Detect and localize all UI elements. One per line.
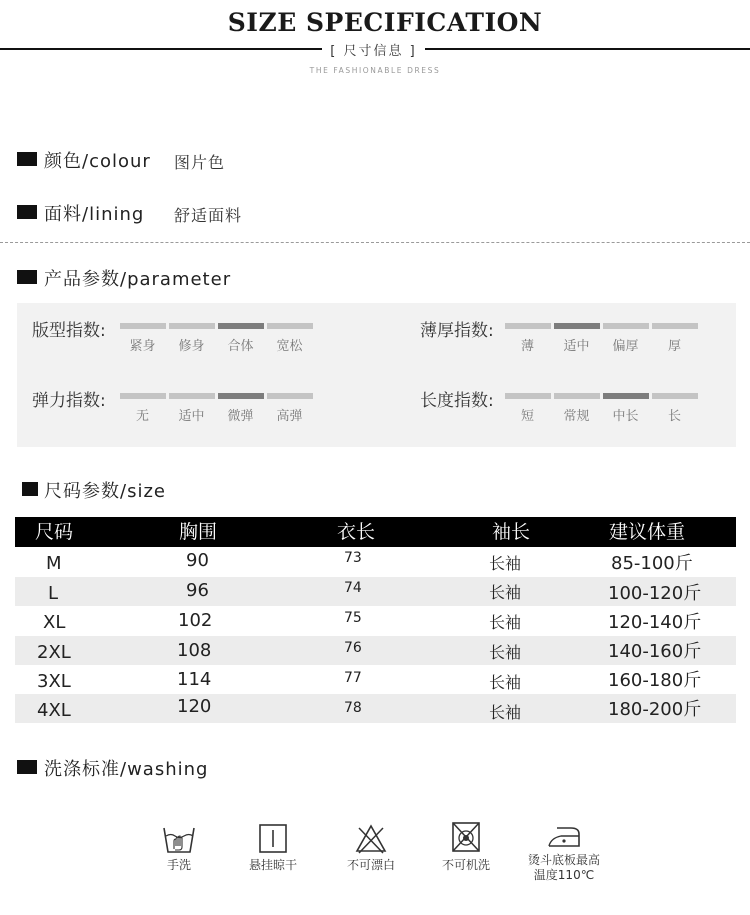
scale-bar [169, 393, 215, 399]
bullet-square-icon [17, 205, 37, 219]
scale-bar [267, 323, 313, 329]
cell-chest: 90 [186, 550, 209, 571]
page-subtitle: [ 尺寸信息 ] [330, 44, 417, 59]
cell-length: 75 [344, 610, 362, 626]
iron-label-line1: 烫斗底板最高 [527, 853, 600, 867]
header-length: 衣长 [337, 521, 376, 543]
no-bleach-label: 不可漂白 [346, 858, 395, 872]
thickness-index-label: 薄厚指数: [420, 321, 494, 341]
scale-option [552, 393, 601, 424]
iron-label-line2: 温度110℃ [533, 868, 595, 882]
elasticity-index-label: 弹力指数: [32, 391, 106, 411]
section-divider [0, 242, 750, 243]
scale-option-label: 无 [135, 409, 149, 424]
scale-bar [505, 393, 551, 399]
scale-option [216, 393, 265, 424]
scale-option-label: 适中 [178, 409, 205, 424]
cell-chest: 108 [177, 640, 212, 661]
scale-option [167, 323, 216, 354]
no-bleach-icon [352, 822, 390, 856]
cell-weight: 120-140斤 [608, 612, 702, 633]
scale-option-label: 宽松 [276, 339, 303, 354]
scale-bar [652, 323, 698, 329]
cell-weight: 160-180斤 [608, 670, 702, 691]
fit-index-scale [118, 323, 314, 354]
length-index-label: 长度指数: [420, 391, 494, 411]
hand-wash-label: 手洗 [166, 858, 191, 872]
washing-label: 洗涤标准/washing [44, 759, 209, 780]
scale-bar [603, 323, 649, 329]
size-table-header [15, 517, 736, 547]
scale-option [118, 393, 167, 424]
iron-icon [545, 820, 583, 854]
fit-index-label: 版型指数: [32, 321, 106, 341]
scale-option-label: 修身 [178, 339, 205, 354]
hand-wash-icon [160, 822, 198, 856]
scale-option-label: 中长 [612, 409, 639, 424]
hang-dry-icon [254, 822, 292, 856]
iron-label [518, 853, 610, 883]
cell-length: 73 [344, 550, 362, 566]
cell-length: 78 [344, 700, 362, 716]
cell-size: 4XL [37, 700, 71, 721]
cell-weight: 140-160斤 [608, 641, 702, 662]
scale-bar [267, 393, 313, 399]
scale-option-label: 合体 [227, 339, 254, 354]
cell-size: L [48, 583, 59, 604]
thickness-index-scale [503, 323, 699, 354]
scale-option-label: 厚 [667, 339, 681, 354]
header-rule-right [425, 48, 750, 50]
scale-bar [120, 323, 166, 329]
scale-bar-selected [218, 393, 264, 399]
cell-chest: 102 [178, 610, 213, 631]
scale-bar-selected [554, 323, 600, 329]
color-label: 颜色/colour [44, 151, 151, 172]
size-label: 尺码参数/size [44, 481, 166, 502]
header-rule-left [0, 48, 322, 50]
scale-bar [505, 323, 551, 329]
scale-option [503, 323, 552, 354]
scale-option [118, 323, 167, 354]
scale-option [167, 393, 216, 424]
cell-weight: 100-120斤 [608, 583, 702, 604]
scale-option-label: 高弹 [276, 409, 303, 424]
scale-option-label: 薄 [520, 339, 534, 354]
scale-option [216, 323, 265, 354]
cell-chest: 114 [177, 669, 212, 690]
scale-bar [554, 393, 600, 399]
cell-length: 74 [344, 580, 362, 596]
cell-sleeve: 长袖 [489, 583, 522, 602]
scale-option [265, 393, 314, 424]
header-size: 尺码 [35, 521, 74, 543]
scale-option-label: 微弹 [227, 409, 254, 424]
cell-size: M [46, 553, 62, 574]
scale-option [601, 323, 650, 354]
color-value: 图片色 [174, 153, 226, 172]
bullet-square-icon [22, 482, 38, 496]
cell-size: 3XL [37, 671, 71, 692]
cell-sleeve: 长袖 [489, 613, 522, 632]
elasticity-index-scale [118, 393, 314, 424]
lining-value: 舒适面料 [174, 206, 243, 225]
scale-bar [120, 393, 166, 399]
scale-option [650, 323, 699, 354]
scale-option-label: 紧身 [129, 339, 156, 354]
scale-option [650, 393, 699, 424]
no-machine-wash-icon [447, 820, 485, 854]
scale-bar [652, 393, 698, 399]
cell-weight: 180-200斤 [608, 699, 702, 720]
cell-weight: 85-100斤 [611, 553, 693, 574]
scale-option-label: 短 [520, 409, 534, 424]
lining-label: 面料/lining [44, 204, 145, 225]
cell-size: XL [43, 612, 66, 633]
bullet-square-icon [17, 270, 37, 284]
scale-option-label: 长 [667, 409, 681, 424]
cell-sleeve: 长袖 [489, 643, 522, 662]
page-tagline: THE FASHIONABLE DRESS [309, 66, 441, 75]
cell-length: 76 [344, 640, 362, 656]
cell-size: 2XL [37, 642, 71, 663]
length-index-scale [503, 393, 699, 424]
cell-chest: 96 [186, 580, 209, 601]
scale-option [601, 393, 650, 424]
scale-option-label: 常规 [563, 409, 590, 424]
scale-option [265, 323, 314, 354]
header-weight: 建议体重 [609, 521, 686, 543]
page-title: SIZE SPECIFICATION [227, 8, 543, 37]
bullet-square-icon [17, 152, 37, 166]
no-machine-wash-label: 不可机洗 [441, 858, 490, 872]
scale-option [552, 323, 601, 354]
scale-bar-selected [603, 393, 649, 399]
header-sleeve: 袖长 [492, 521, 531, 543]
cell-sleeve: 长袖 [489, 703, 522, 722]
hang-dry-label: 悬挂晾干 [248, 858, 297, 872]
cell-sleeve: 长袖 [489, 673, 522, 692]
scale-bar [169, 323, 215, 329]
cell-sleeve: 长袖 [489, 554, 522, 573]
bullet-square-icon [17, 760, 37, 774]
scale-bar-selected [218, 323, 264, 329]
scale-option-label: 偏厚 [612, 339, 639, 354]
cell-chest: 120 [177, 696, 212, 717]
parameter-label: 产品参数/parameter [44, 269, 232, 290]
header-chest: 胸围 [179, 521, 218, 543]
cell-length: 77 [344, 670, 362, 686]
scale-option [503, 393, 552, 424]
scale-option-label: 适中 [563, 339, 590, 354]
